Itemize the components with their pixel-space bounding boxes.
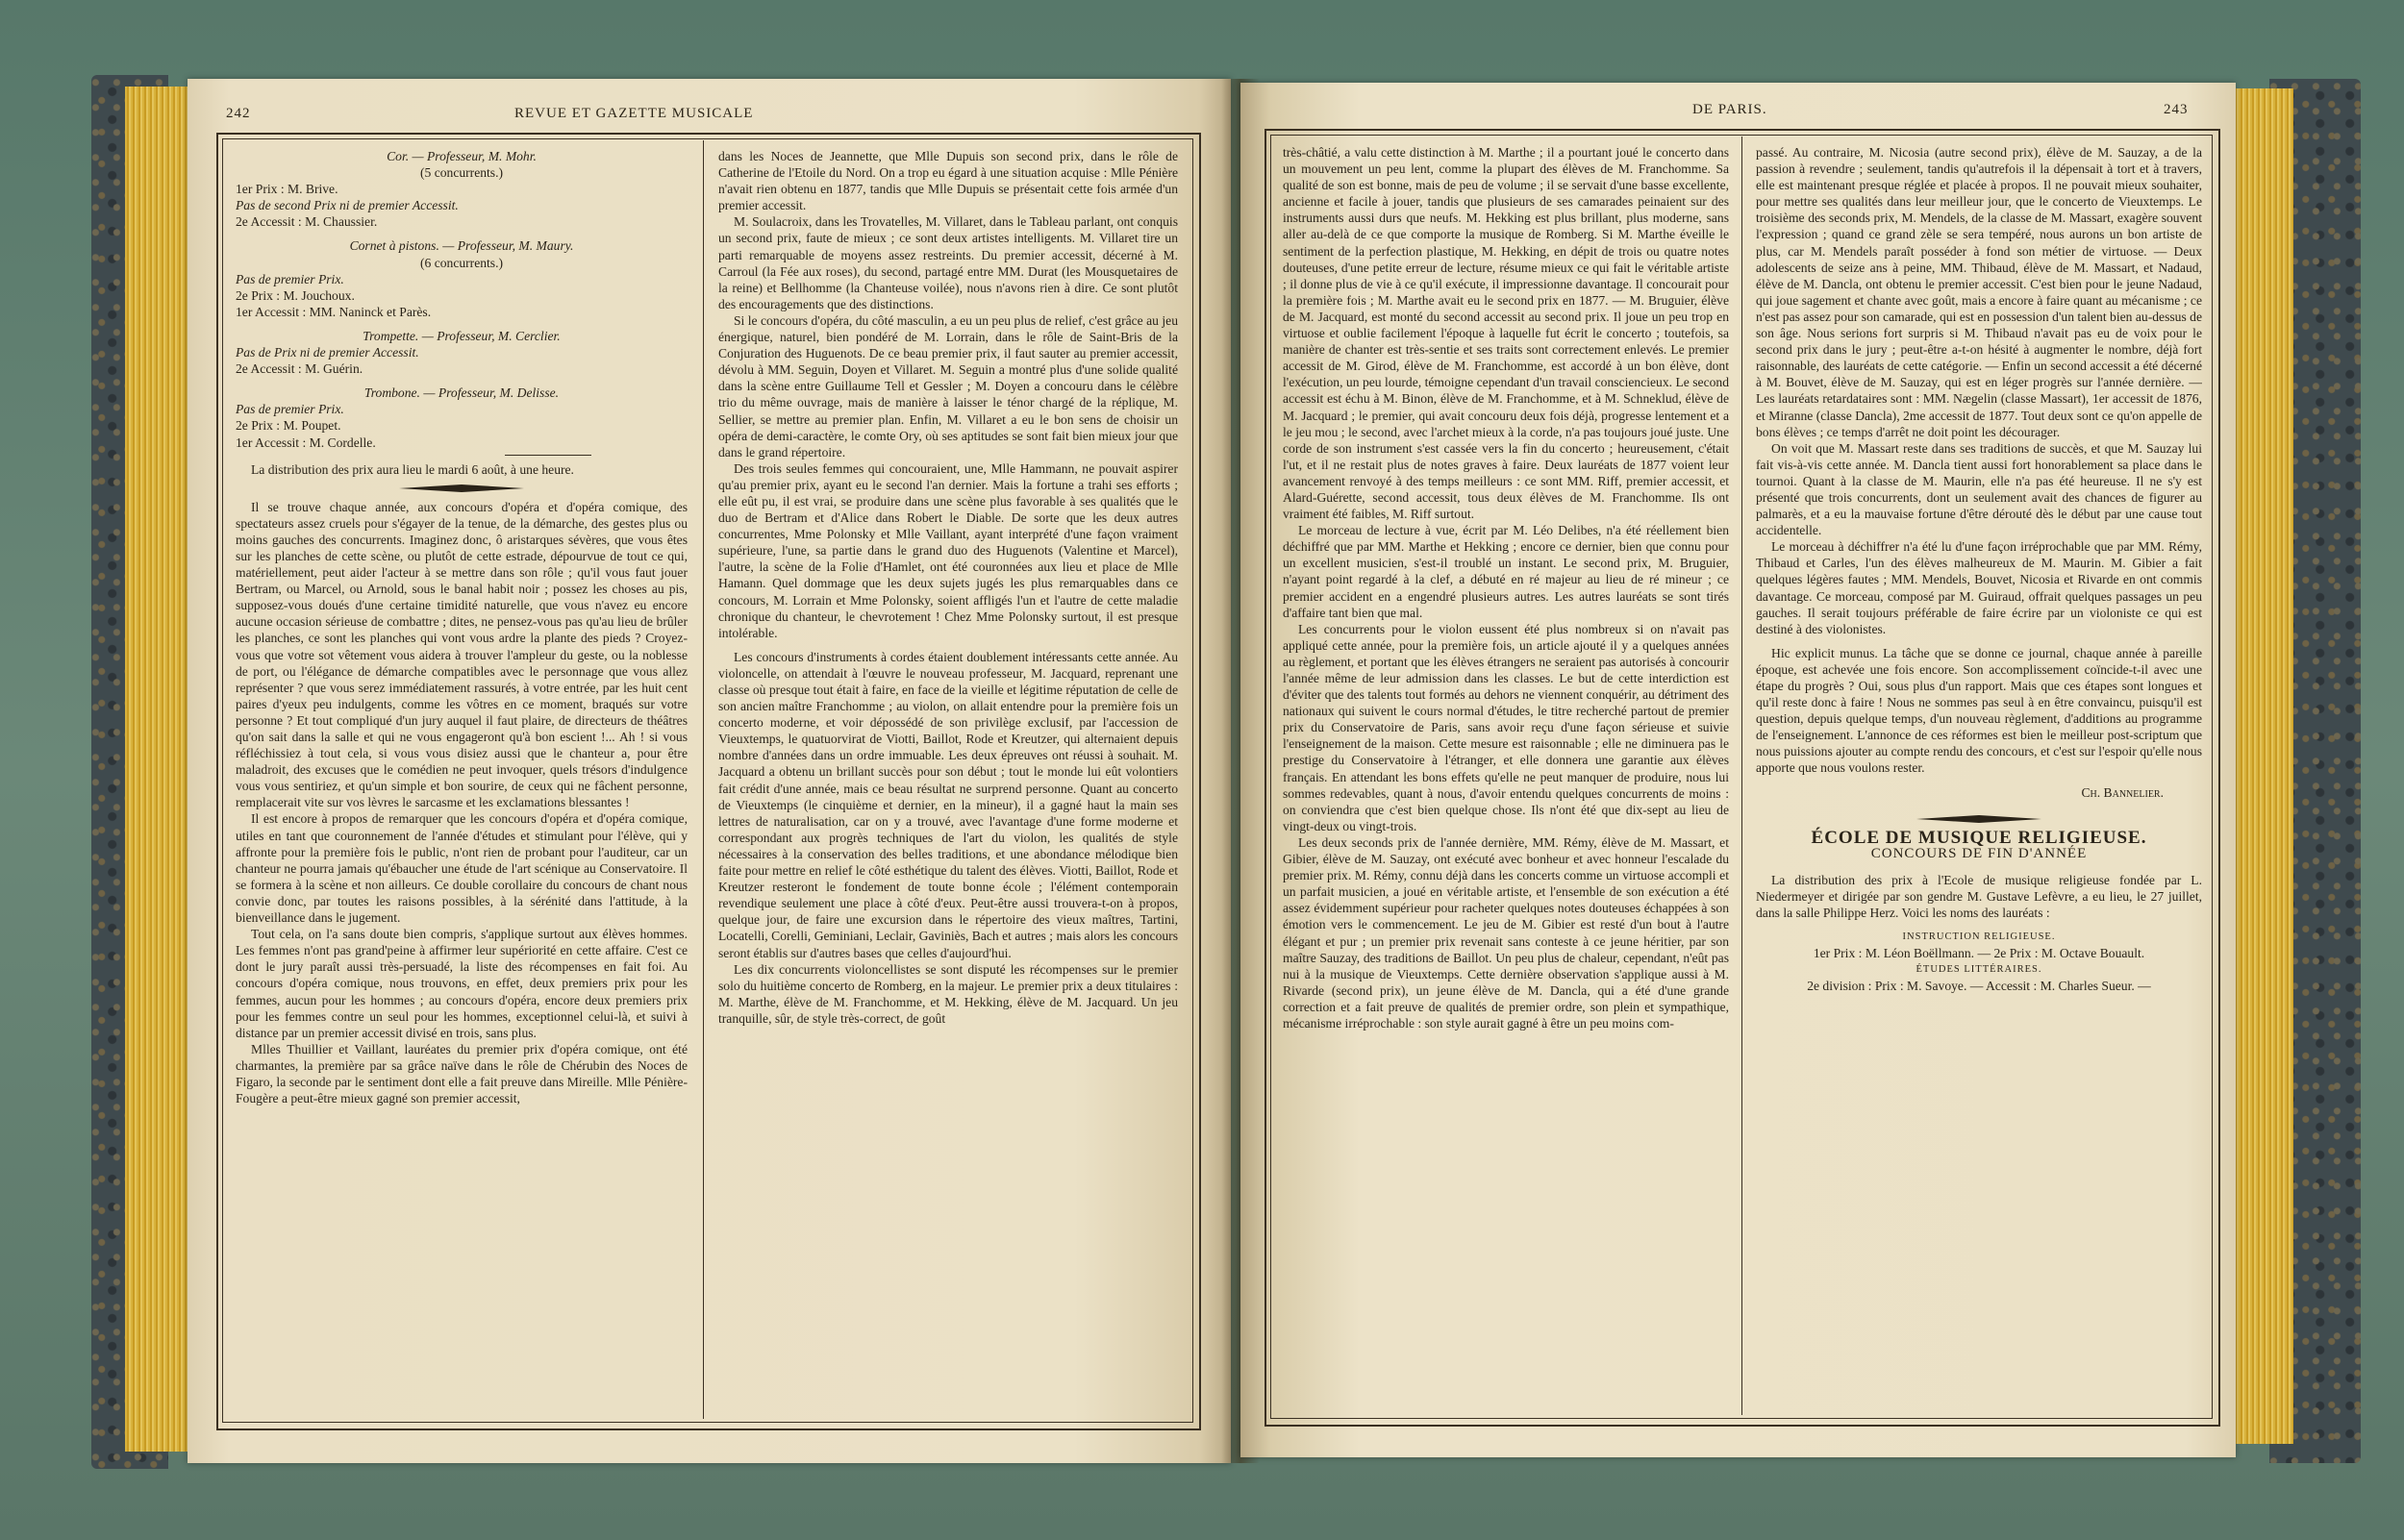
left-col1-para-4: Mlles Thuillier et Vaillant, lauréates du premier prix d'opéra comique, ont été charmantes, la première par sa grâce naïve dans le rôle de Chérubin des Noces de Figaro, la seconde par le sentiment dont elle a fait preuve dans Mireille. Mlle Pénière-Fougère a peut-être mieux gagné son premier accessit, (236, 1041, 688, 1106)
ornament-divider-2 (1916, 814, 2041, 824)
right-page-number: 243 (2164, 102, 2189, 117)
section-etudes-litteraires: ÉTUDES LITTÉRAIRES. (1916, 964, 2042, 976)
left-column-2 (718, 148, 1178, 1413)
right-col2-para-4: Hic explicit munus. La tâche que se donne ce journal, chaque année à pareille époque, est achevée une fois encore. Son accomplissement coïncide-t-il avec une étape du progrès ? Oui, sous plus d'un rapport. Mais que ces étapes sont longues et qu'il reste donc à faire ! Nous ne sommes pas seul à en être convaincu, puisqu'il est question, depuis quelque temps, d'un nouveau règlement, d'additions au programme de l'enseignement. L'annonce de ces réformes est bien le meilleur post-scriptum que nous puissions ajouter au compte rendu des concours, et c'est sur l'espoir qu'elle nous apporte que nous voulons rester. (1756, 645, 2202, 776)
ornament-divider (399, 484, 524, 493)
cornet-result-2: 2e Prix : M. Jouchoux. (236, 287, 355, 303)
left-page (188, 79, 1231, 1463)
left-col1-para-2: Il est encore à propos de remarquer que les concours d'opéra et d'opéra comique, utiles en tant que couronnement de l'année d'études et stimulant pour l'élève, qui y affronte pour la première fois le public, n'ont rien de probant pour l'auditeur, car un chanteur ne pourra jamais qu'ébaucher une étude de l'art scénique au Conservatoire. Il se formera à la scène et non ailleurs. Ce double corollaire du concours de chant nous convie donc, par toutes les raisons possibles, à la sérénité dans l'attitude, à la bienveillance dans le jugement. (236, 811, 688, 926)
signature: Ch. Bannelier. (2081, 784, 2164, 800)
trompette-result-2: 2e Accessit : M. Guérin. (236, 361, 363, 377)
left-col2-para-5: Les concours d'instruments à cordes étaient doublement intéressants cette année. Au violoncelle, on attendait à l'œuvre le nouveau professeur, M. Jacquard, reprenant une classe où presque tout était à faire, en face de la vieille et légitime réputation de celle de son ancien maître Franchomme ; au violon, on allait entendre pour la première fois un concerto moderne, et voir dépossédé de son privilège exclusif, par l'accession de Vieuxtemps, le quatuorvirat de Viotti, Baillot, Rode et Kreutzer, qui alternaient depuis nombre d'années dans un ordre immuable. Les deux épreuves ont réussi à souhait. M. Jacquard a obtenu un brillant succès pour son début ; tout le monde lui eût volontiers fait crédit d'une année, mais ce beau résultat ne surprend personne. Quant au concerto de Vieuxtemps (le cinquième et dernier, en la mineur), il a gagné haut la main ses lettres de naturalisation, car on y a trouvé, avec l'avantage d'une forme moderne et correspondant aux progrès techniques de l'art du violon, les qualités de style nécessaires à la conservation des belles traditions, et une abondance mélodique bien faite pour mettre en relief le côté esthétique du talent des élèves. Viotti, Baillot, Rode et Kreutzer resteront le fondement de toute bonne école ; l'élément contemporain revendique seulement une place à côté d'eux. Peut-être aussi trouvera-t-on à propos, quelque jour, de faire une excursion dans le répertoire des vieux maîtres, Tartini, Locatelli, Corelli, Geminiani, Leclair, Gaviniès, Bach et autres ; mais alors les concours seront établis sur d'autres bases que celles d'aujourd'hui. (718, 649, 1178, 960)
left-col2-para-6: Les dix concurrents violoncellistes se sont disputé les récompenses sur le premier solo du huitième concerto de Romberg, en la majeur. Le premier prix a deux titulaires : M. Marthe, élève de M. Franchomme, et M. Hekking, élève de M. Jacquard. Un jeu tranquille, sûr, de style très-correct, de goût (718, 961, 1178, 1026)
right-column-2 (1756, 144, 2202, 1409)
left-col2-para-1: dans les Noces de Jeannette, que Mlle Dupuis son second prix, dans le rôle de Catherine de l'Etoile du Nord. On a trop eu égard à une situation acquise : Mlle Pénière n'avait rien obtenu en 1877, tandis que Mlle Dupuis se présentait cette fois armée d'un premier accessit. (718, 149, 1178, 213)
right-running-head: DE PARIS. (1692, 102, 1767, 117)
right-col2-para-1: passé. Au contraire, M. Nicosia (autre second prix), élève de M. Sauzay, a de la passion à revendre ; seulement, tandis qu'autrefois il la dépensait à tort et à travers, elle est maintenant presque réglée et placée à propos. Il ne pouvait mieux souhaiter, pour mettre ses qualités dans leur meilleur jour, que le concerto de Vieuxtemps. Le troisième des seconds prix, M. Mendels, de la classe de M. Massart, exagère souvent l'expression ; quand ce grand zèle se sera tempéré, nous aurons un bon artiste de plus, car M. Mendels paraît posséder à fond son métier de virtuose. — Deux adolescents de seize ans à peine, MM. Thibaud, élève de M. Massart, et Nadaud, élève de M. Dancla, ont obtenu le premier accessit. C'est bien pour le jeune Nadaud, qui joue sagement et chante avec goût, mais a encore à faire quant au mécanisme ; ce n'est pas assez pour son camarade, qui est en possession d'un talent bien au-dessus de son âge. Nous serions fort surpris si M. Thibaud n'avait pas eu de voix pour le second prix dans le jury ; peut-être a-t-on hésité à augmenter le nombre, déjà fort raisonnable, des lauréats de cette catégorie. — Enfin un second accessit a été décerné à M. Bouvet, élève de M. Sauzay, qui est en léger progrès sur l'année dernière. — Les lauréats retardataires sont : MM. Nægelin (classe Massart), 1er accessit de 1876, et Miranne (classe Dancla), 2me accessit de 1877. Tout deux sont ce qu'on appelle de bons élèves ; ce temps d'arrêt ne doit point les décourager. (1756, 145, 2202, 439)
right-col1-para-2: Le morceau de lecture à vue, écrit par M. Léo Delibes, n'a été réellement bien déchiffré que par MM. Marthe et Hekking ; encore ce dernier, bien que connu pour un excellent musicien, s'est-il troublé un instant. Le second prix, M. Bruguier, n'ayant point regardé à la clef, a débuté en ré majeur au lieu de ré mineur ; ce premier accident en a engendré plusieurs autres. Les autres lauréats se sont tirés d'affaire tant bien que mal. (1283, 523, 1729, 620)
section-instruction-religieuse: INSTRUCTION RELIGIEUSE. (1902, 931, 2056, 943)
left-page-number: 242 (226, 106, 251, 121)
cor-result-1: 1er Prix : M. Brive. (236, 182, 338, 197)
trombone-heading: Trombone. — Professeur, M. Delisse. (363, 385, 560, 401)
cor-result-2: Pas de second Prix ni de premier Accessit. (236, 198, 459, 213)
section2-results: 2e division : Prix : M. Savoye. — Accessit : M. Charles Sueur. — (1807, 979, 2151, 994)
cornet-heading: Cornet à pistons. — Professeur, M. Maury. (349, 238, 574, 254)
section1-results: 1er Prix : M. Léon Boëllmann. — 2e Prix : M. Octave Bouault. (1813, 946, 2145, 961)
page-edges-left (125, 87, 192, 1452)
right-page (1240, 83, 2236, 1457)
short-rule (505, 455, 591, 456)
right-column-rule (1741, 137, 1742, 1415)
right-col1-para-4: Les deux seconds prix de l'année dernière, MM. Rémy, élève de M. Massart, et Gibier, élève de M. Sauzay, ont exécuté avec bonheur et avec honneur l'escalade du premier prix. M. Rémy, connu déjà dans les concerts comme un virtuose accompli et un parfait musicien, a joué en véritable artiste, et l'ensemble de son exécution a été assez évidemment supérieur pour racheter quelques notes douteuses échappées à son émotion vers le commencement. Le jeu de M. Gibier est resté d'un bout à l'autre élégant et pur ; un premier prix revenait sans conteste à ce jeune héritier, par son maître Sauzay, des traditions de Baillot. Un peu plus de chaleur, cependant, n'eût pas nui à la musique de Vieuxtemps. Cette dernière observation s'applique aussi à M. Rivarde (second prix), un jeune élève de M. Dancla, qui a été d'une grande correction et a fait preuve de qualités de premier ordre, son plein et sympathique, mécanisme irréprochable : son style aurait gagné à être un peu moins com- (1283, 834, 1729, 1031)
left-col2-para-4: Des trois seules femmes qui concouraient, une, Mlle Hammann, ne pouvait aspirer qu'au premier prix, ayant eu le second l'an dernier. Mais la fortune a trahi ses efforts ; elle eût pu, il est vrai, se produire dans une scène plus favorable à ses qualités que le duo de Bertram et d'Alice dans Robert le Diable. De sorte que les deux autres concurrentes, Mme Polonsky et Mlle Vaillant, ayant interprété d'une façon vraiment supérieure, l'une, sa partie dans le grand duo des Huguenots (Valentine et Marcel), l'autre, la scène de la Folie d'Hamlet, ont été couronnées aux lieu et place de Mlle Hamann. Quel dommage que les deux sujets jugés les plus remarquables dans ce concours, M. Lorrain et Mme Polonsky, soient affligés l'un et l'autre de cette maladie chronique du chanteur, le chevrotement ! Chez Mme Polonsky surtout, il est presque intolérable. (718, 460, 1178, 640)
cor-result-3: 2e Accessit : M. Chaussier. (236, 214, 378, 230)
trombone-result-3: 1er Accessit : M. Cordelle. (236, 435, 376, 450)
left-col2-para-3: Si le concours d'opéra, du côté masculin, a eu un peu plus de relief, c'est grâce au jeu énergique, naturel, bien pondéré de M. Lorrain, dans le rôle de Saint-Bris de la Conjuration des Huguenots. De ce beau premier prix, il faut sauter au premier accessit, dévolu à MM. Seguin, Doyen et Villaret. M. Seguin a montré plus d'une solide qualité dans la scène entre Guillaume Tell et Gessler ; M. Doyen a concouru dans le célèbre trio du même ouvrage, mais de manière à laisser le ténor chargé de la réplique, M. Sellier, se mettre au premier plan. Enfin, M. Villaret a eu le bon sens de choisir un opéra de demi-caractère, le comte Ory, où ses aptitudes se sont fait bien mieux jour que dans le grand répertoire. (718, 312, 1178, 460)
left-column-rule (703, 140, 704, 1419)
right-column-1 (1283, 144, 1729, 1409)
school-subtitle: CONCOURS DE FIN D'ANNÉE (1870, 845, 2088, 861)
right-col2-para-2: On voit que M. Massart reste dans ses traditions de succès, et que M. Sauzay lui fait vis-à-vis cette année. M. Dancla tient aussi fort honorablement sa place dans le tournoi. Quant à la classe de M. Maurin, elle n'a pas été heureuse. Il ne s'y est présenté que trois concurrents, dont un seulement avait des chances de figurer au palmarès, et a eu la mauvaise fortune d'être dérouté dès le début par une cause tout accidentelle. (1756, 440, 2202, 538)
school-paragraph: La distribution des prix à l'Ecole de musique religieuse fondée par L. Niedermeyer et dirigée par son gendre M. Gustave Lefèvre, a eu lieu, le 27 juillet, dans la salle Philippe Herz. Voici les noms des lauréats : (1756, 872, 2202, 921)
cornet-count: (6 concurrents.) (419, 255, 504, 270)
cornet-result-1: Pas de premier Prix. (236, 271, 344, 286)
cornet-result-3: 1er Accessit : MM. Naninck et Parès. (236, 304, 432, 319)
left-running-head: REVUE ET GAZETTE MUSICALE (514, 106, 754, 121)
cor-count: (5 concurrents.) (419, 165, 504, 181)
right-col1-para-1: très-châtié, a valu cette distinction à M. Marthe ; il a pourtant joué le concerto dans un mouvement un peu lent, comme la plupart des élèves de M. Franchomme. Sa qualité de son est bonne, mais de peu de volume ; il se servait d'une basse excellente, ancienne et facile à jouer, tandis que plusieurs de ses camarades peinaient sur des instruments aussi durs que neufs. M. Hekking est plus brillant, plus moderne, sans aller au-delà de ce que comporte la musique de Romberg. Si M. Marthe éveille le sentiment de la perfection plastique, M. Hekking, en dépit de trois ou quatre notes douteuses, d'une petite erreur de lecture, résume mieux ce qui fait le véritable artiste ; il donne plus de vie à ce qu'il exécute, il impressionne davantage. Il concourait pour la première fois ; M. Marthe avait eu le second prix en 1877. — M. Bruguier, élève de M. Jacquard, est monté du second accessit au second prix. Il joue un peu trop en virtuose et oublie facilement l'époque à laquelle fut écrit le concerto ; toutefois, sa manière de chanter est très-sentie et ses traits sont correctement enlevés. Le premier accessit de M. Girod, élève de M. Franchomme, est accordé à un bon élève, dont l'exécution, un peu lourde, témoigne cependant d'un travail consciencieux. Le second accessit est échu à M. Binon, élève de M. Franchomme, et à M. Schneklud, élève de M. Jacquard ; le premier, qui avait concouru deux fois déjà, progresse lentement et a le jeu mou ; le second, avec l'archet mieux à la corde, n'a pas toujours joué juste. Une corde de son instrument s'est cassée vers la fin du concerto ; heureusement, c'était l'ut, et il ne restait plus de notes graves à faire. Deux lauréats de 1877 voient leur avancement renvoyé à des temps meilleurs : ce sont MM. Riff, premier accessit, et Alard-Guérette, second accessit, tous deux élèves de M. Franchomme. Ils ont vraiment été faibles, M. Riff surtout. (1283, 145, 1729, 522)
left-col1-para-1: Il se trouve chaque année, aux concours d'opéra et d'opéra comique, des spectateurs assez cruels pour s'égayer de la tenue, de la démarche, des gestes plus ou moins gauches des concurrents. Imaginez donc, ô aristarques sévères, que vous êtes sur les planches de cette scène, ou plutôt de cette estrade, dépourvue de tout ce qui, matériellement, peut aider l'acteur à se mettre dans son rôle ; qu'il vous faut jouer Bertram, ou Marcel, ou Arnold, sous le banal habit noir ; possez les choses au pis, supposez-vous doués d'une certaine timidité naturelle, que vous n'avez eu encore aucune occasion sérieuse de combattre ; dites, ne pensez-vous pas qu'au lieu de brûler les planches, ce sont les planches qui vont vous ardre la plante des pieds ? Croyez-vous que votre sot vêtement vous aidera à trouver l'ampleur du geste, ou la noblesse de port, ou l'élégance de démarche compatibles avec le personnage que vous allez représenter ? que vous serez immédiatement rassurés, à votre entrée, par les huit cent paires d'yeux peu indulgents, comme les vôtres en ce moment, braqués sur votre personne ? Et tout compliqué d'un jury auquel il faut plaire, de directeurs de théâtres qu'on sait dans la salle et qui ne vous engageront qu'à bon escient !... Ah ! si vous réfléchissiez à tout cela, si vous vous disiez aussi que le chanteur a, pour être maladroit, des excuses que le comédien ne peut invoquer, quels trésors d'indulgence vous vous sentiriez, et qu'un simple et bon sourire, de ceux qui ne fâchent personne, remplacerait vite sur vos lèvres le sarcasme et les exclamations blessantes ! (236, 499, 688, 810)
right-col1-para-3: Les concurrents pour le violon eussent été plus nombreux si on n'avait pas appliqué cette année, pour la première fois, un article ajouté il y a quelques années au règlement, et portant que les élèves étrangers ne seraient pas autorisés à concourir l'année même de leur admission dans les classes. Le but de cette interdiction est d'éviter que des talents tout formés au dehors ne viennent conquérir, au détriment des nationaux qui suivent le cours normal d'études, le titre recherché partout de premier prix du Conservatoire de Paris, sans avoir reçu d'une façon sérieuse et suivie l'enseignement de la maison. Cette mesure est raisonnable ; elle ne diminuera pas le prestige du Conservatoire à l'étranger, et elle donnera une garantie aux élèves français. En attendant les bons effets qu'elle ne peut manquer de produire, nous lui sommes redevables, quant à nous, d'avoir entendu quelques concurrents de moins : on conviendra que c'est bien quelque chose. Ils n'ont été que dix-sept au lieu de vingt-deux ou vingt-trois. (1283, 621, 1729, 833)
left-column-1 (236, 148, 688, 1413)
school-title: ÉCOLE DE MUSIQUE RELIGIEUSE. (1811, 827, 2147, 848)
left-col2-para-2: M. Soulacroix, dans les Trovatelles, M. Villaret, dans le Tableau parlant, ont conquis un second prix, faute de mieux ; ce sont deux artistes intelligents. M. Villaret tire un parti remarquable de moyens assez restreints. Du premier accessit, décerné à M. Carroul (la Fée aux roses), du second, partagé entre MM. Durat (les Mousquetaires de la reine) et Bellhomme (la Chanteuse voilée), nous n'avons rien à dire. Ce sont plutôt des encouragements que des distinctions. (718, 214, 1178, 311)
cor-heading: Cor. — Professeur, M. Mohr. (387, 149, 537, 163)
right-col2-para-3: Le morceau à déchiffrer n'a été lu d'une façon irréprochable que par MM. Rémy, Thibaud et Carles, l'un des élèves malheureux de M. Maurin. M. Gibier a fait quelques légères fautes ; MM. Mendels, Bouvet, Nicosia et Rivarde en ont commis davantage. Ce morceau, composé par M. Guiraud, offrait quelques passages un peu gauches. Il serait toujours préférable de faire écrire par un violoniste ce qui est destiné à des violonistes. (1756, 539, 2202, 636)
trompette-result-1: Pas de Prix ni de premier Accessit. (236, 345, 419, 360)
left-col1-para-3: Tout cela, on l'a sans doute bien compris, s'applique surtout aux élèves hommes. Les femmes n'ont pas grand'peine à affirmer leur supériorité en cette affaire. C'est ce dont le jury paraît aussi très-persuadé, la liste des récompenses en fait foi. Au concours d'opéra comique, nous trouvons, en effet, deux premiers prix pour les femmes, aucun pour les hommes ; au concours d'opéra, encore deux premiers prix pour les femmes contre un seul pour les hommes, exceptionnel celui-là, et suivi à distance par un premier accessit divisé en trois, sans plus. (236, 927, 688, 1040)
trombone-result-1: Pas de premier Prix. (236, 402, 344, 417)
trompette-heading: Trompette. — Professeur, M. Cerclier. (363, 328, 561, 343)
distribution-note: La distribution des prix aura lieu le mardi 6 août, à une heure. (251, 461, 574, 477)
trombone-result-2: 2e Prix : M. Poupet. (236, 418, 341, 434)
